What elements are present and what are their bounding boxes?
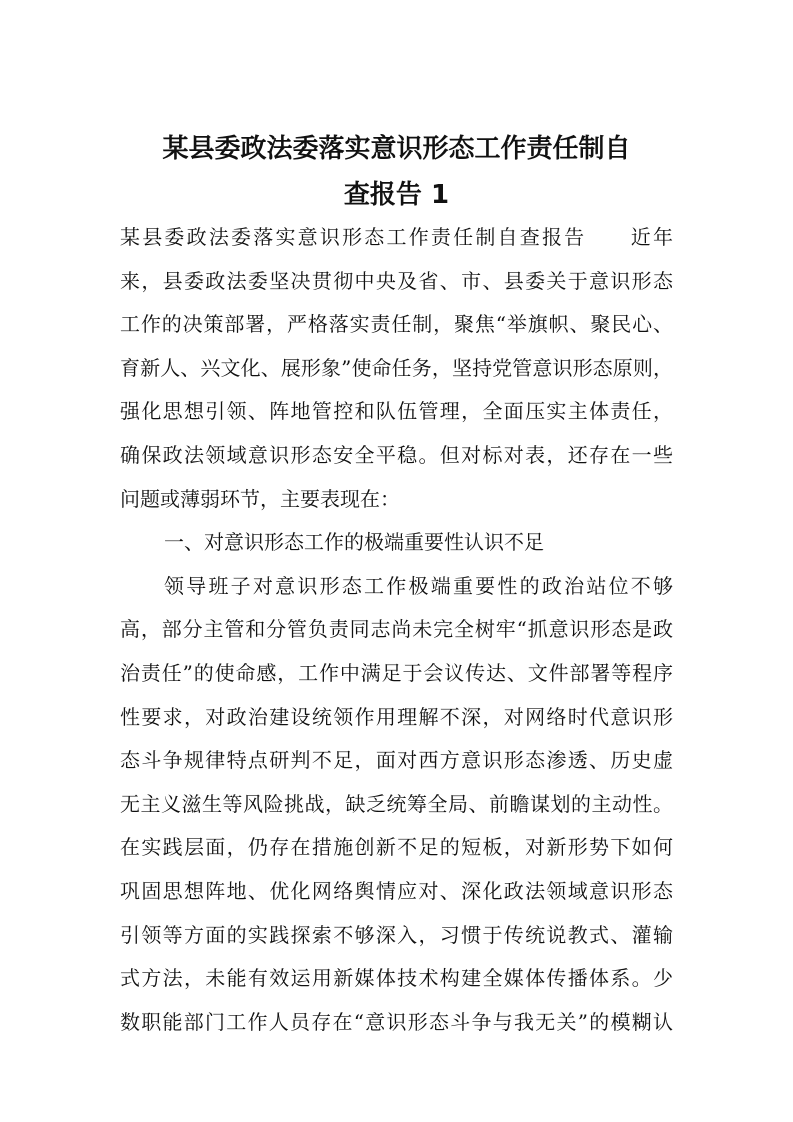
body-line: 工作的决策部署，严格落实责任制，聚焦“举旗帜、聚民心、 xyxy=(120,312,673,337)
title-line: 查报告 1 xyxy=(343,180,450,210)
body-line: 式方法，未能有效运用新媒体技术构建全媒体传播体系。少 xyxy=(120,966,673,991)
body-line: 数职能部门工作人员存在“意识形态斗争与我无关”的模糊认 xyxy=(120,1009,673,1034)
body-line: 确保政法领域意识形态安全平稳。但对标对表，还存在一些 xyxy=(120,442,673,467)
body-line: 无主义滋生等风险挑战，缺乏统筹全局、前瞻谋划的主动性。 xyxy=(120,791,673,816)
document-body xyxy=(120,216,673,1044)
body-line: 治责任”的使命感，工作中满足于会议传达、文件部署等程序 xyxy=(120,660,673,685)
body-line: 高，部分主管和分管负责同志尚未完全树牢“抓意识形态是政 xyxy=(120,617,673,642)
body-line: 巩固思想阵地、优化网络舆情应对、深化政法领域意识形态 xyxy=(120,878,673,903)
document-title xyxy=(0,126,793,218)
body-line: 引领等方面的实践探索不够深入，习惯于传统说教式、灌输 xyxy=(120,922,673,947)
body-line: 态斗争规律特点研判不足，面对西方意识形态渗透、历史虚 xyxy=(120,748,673,773)
body-line: 强化思想引领、阵地管控和队伍管理，全面压实主体责任， xyxy=(120,399,673,424)
body-line: 来，县委政法委坚决贯彻中央及省、市、县委关于意识形态 xyxy=(120,268,673,293)
body-line: 问题或薄弱环节，主要表现在： xyxy=(120,486,400,511)
body-line: 在实践层面，仍存在措施创新不足的短板，对新形势下如何 xyxy=(120,835,673,860)
body-line: 某县委政法委落实意识形态工作责任制自查报告 近年 xyxy=(120,225,673,249)
section-heading: 一、对意识形态工作的极端重要性认识不足 xyxy=(164,530,544,555)
body-line: 性要求，对政治建设统领作用理解不深，对网络时代意识形 xyxy=(120,704,673,729)
title-line: 某县委政法委落实意识形态工作责任制自 xyxy=(162,134,631,164)
body-line: 育新人、兴文化、展形象”使命任务，坚持党管意识形态原则， xyxy=(120,355,673,380)
body-line: 领导班子对意识形态工作极端重要性的政治站位不够 xyxy=(164,573,673,598)
